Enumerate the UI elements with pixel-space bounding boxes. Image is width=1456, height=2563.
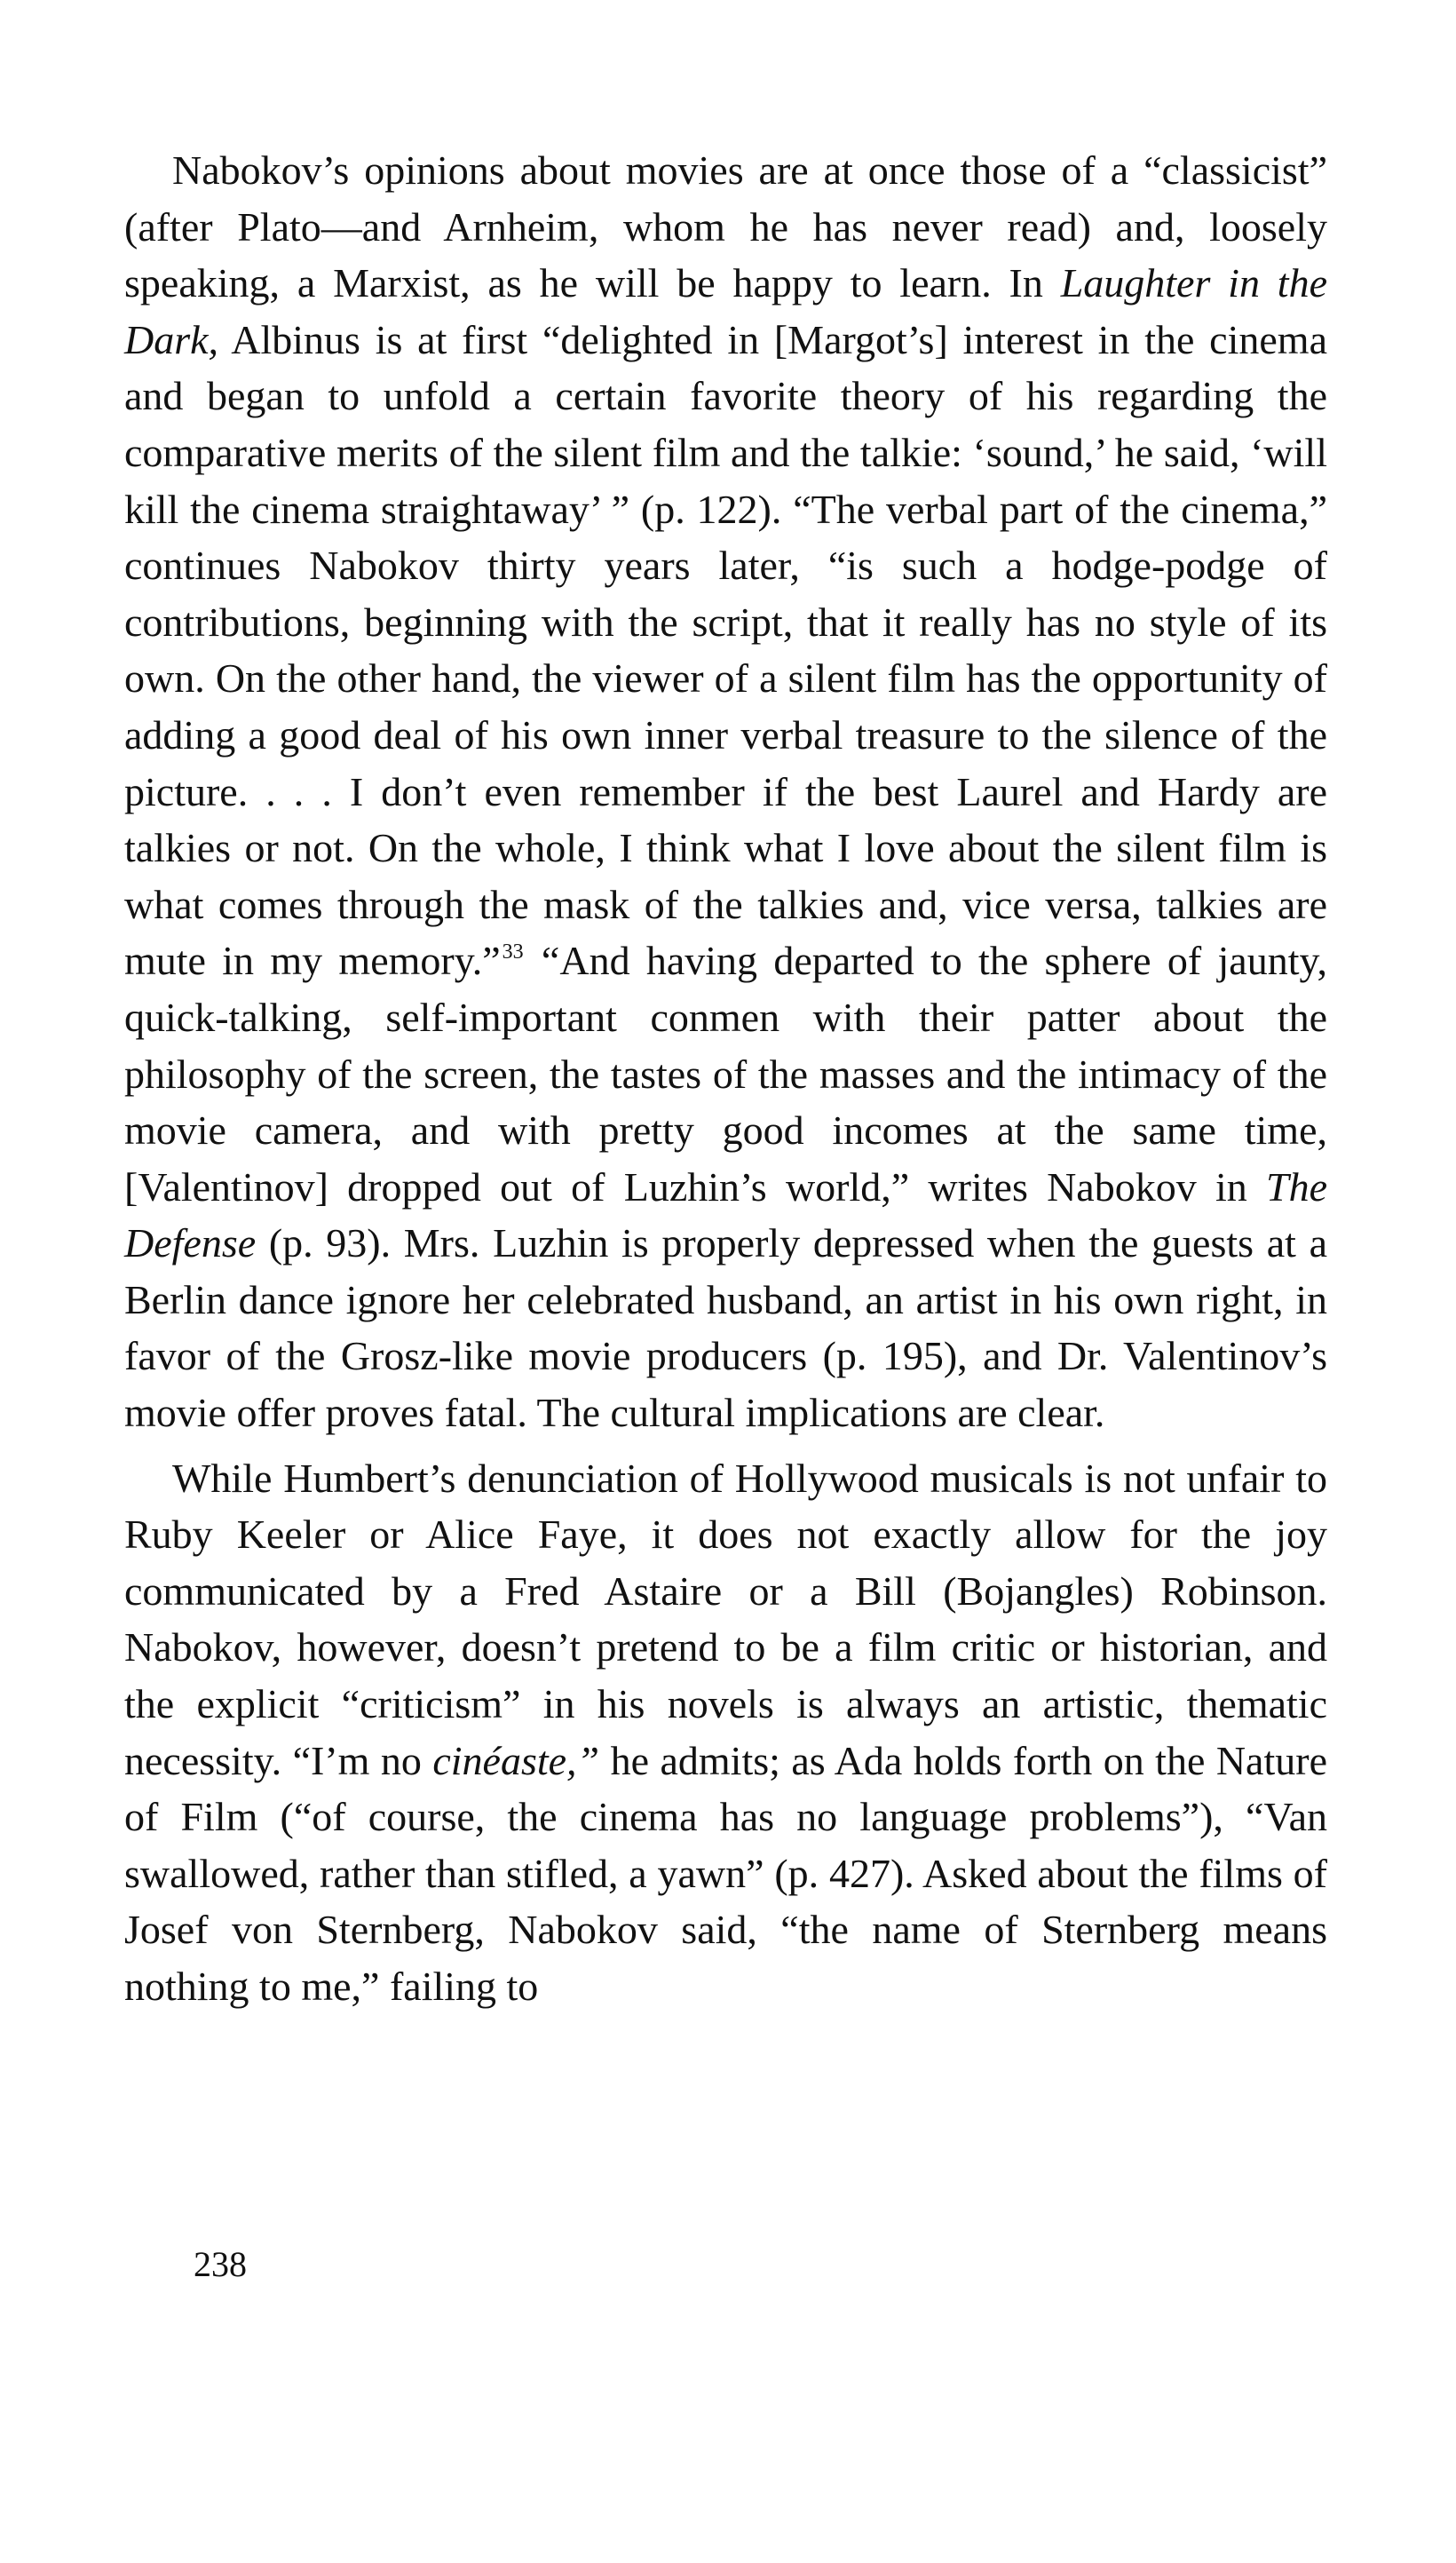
paragraph-1 <box>124 142 1327 1441</box>
paragraph-2-text-b: he admits; as Ada holds forth on the Nature of Film (“of course, the cinema has no language problems”), “Van swallowed, rather than stifled, a yawn” (p. 427). Asked about the films of Josef von Sternberg, Nabokov said, “the name of Sternberg means nothing to me,” failing to <box>124 1737 1327 2009</box>
paragraph-1-text-b: Albinus is at first “delighted in [Margot’s] interest in the cinema and began to unfold a certain favorite theory of his regarding the comparative merits of the silent film and the talkie: ‘sound,’ he said, ‘will kill the cinema straightaway’ ” (p. 122). “The verbal part of the cinema,” continues Nabokov thirty years later, “is such a hodge-podge of contributions, beginning with the script, that it really has no style of its own. On the other hand, the viewer of a silent film has the opportunity of adding a good deal of his own inner verbal treasure to the silence of the picture. . . . I don’t even remember if the best Laurel and Hardy are talkies or not. On the whole, I think what I love about the silent film is what comes through the mask of the talkies and, vice versa, talkies are mute in my memory.” <box>124 316 1327 984</box>
footnote-marker: 33 <box>502 940 524 964</box>
book-title-laughter-in-the-dark: Laughter in the Dark, <box>124 260 1327 362</box>
book-title-the-defense: The Defense <box>124 1163 1327 1266</box>
paragraph-2-text-a: While Humbert’s denunciation of Hollywood musicals is not unfair to Ruby Keeler or Alice Faye, it does not exactly allow for the joy communicated by a Fred Astaire or a Bill (Bojangles) Robinson. Nabokov, however, doesn’t pretend to be a film critic or historian, and the explicit “criticism” in his novels is always an artistic, thematic necessity. “I’m no <box>124 1455 1327 1783</box>
paragraph-1-text-c: “And having departed to the sphere of jaunty, quick-talking, self-important conmen with their patter about the philosophy of the screen, the tastes of the masses and the intimacy of the movie camera, and with pretty good incomes at the same time, [Valentinov] dropped out of Luzhin’s world,” writes Nabokov in <box>124 938 1327 1210</box>
page-number: 238 <box>194 2244 247 2284</box>
body-text <box>124 142 1327 2015</box>
paragraph-1-text-d: (p. 93). Mrs. Luzhin is properly depressed when the guests at a Berlin dance ignore her celebrated husband, an artist in his own right, in favor of the Grosz-like movie producers (p. 195), and Dr. Valentinov’s movie offer proves fatal. The cultural implications are clear. <box>124 1220 1327 1436</box>
italic-cineaste: cinéaste,” <box>432 1737 600 1783</box>
paragraph-1-text-a: Nabokov’s opinions about movies are at once those of a “classicist” (after Plato—and Arnheim, whom he has never read) and, loosely speaking, a Marxist, as he will be happy to learn. In <box>124 147 1327 306</box>
paragraph-2 <box>124 1450 1327 2015</box>
